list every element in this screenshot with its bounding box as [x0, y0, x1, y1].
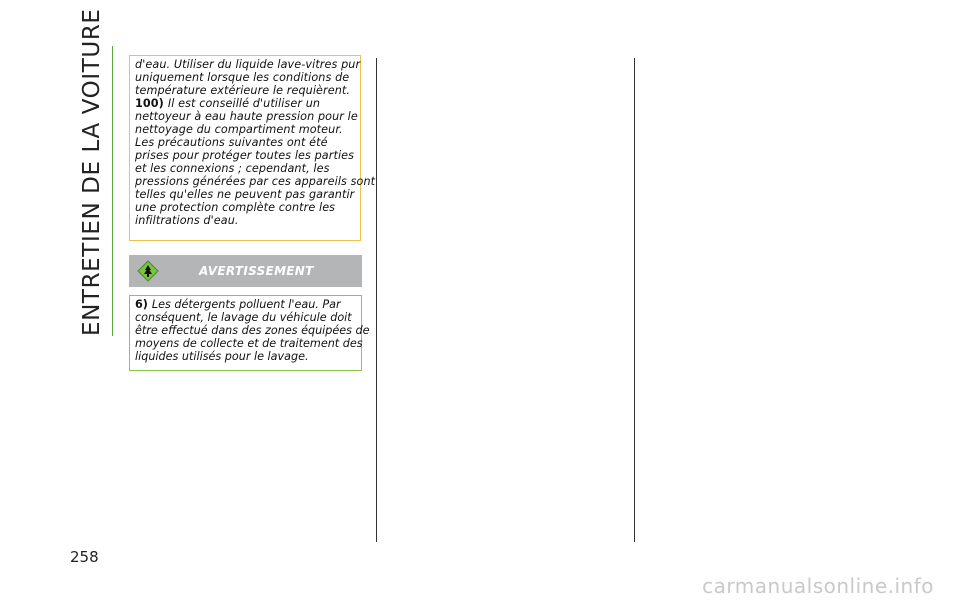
warning-header: [129, 255, 362, 287]
tree-environment-icon: [137, 260, 159, 282]
warning-line: Les détergents polluent l'eau. Par: [151, 298, 341, 311]
note-line: prises pour protéger toutes les parties: [135, 149, 355, 162]
column-divider: [634, 58, 635, 542]
section-title: ENTRETIEN DE LA VOITURE: [79, 8, 105, 336]
warning-item-number: 6): [135, 298, 148, 311]
note-line: et les connexions ; cependant, les: [135, 162, 330, 175]
warning-line: conséquent, le lavage du véhicule doit: [135, 311, 352, 324]
note-line: telles qu'elles ne peuvent pas garantir: [135, 188, 355, 201]
warning-first-line: [135, 298, 356, 311]
warning-line: moyens de collecte et de traitement des: [135, 337, 363, 350]
warning-box: [129, 295, 370, 371]
warning-line: être effectué dans des zones équipées de: [135, 324, 370, 337]
note-line: Il est conseillé d'utiliser un: [167, 97, 321, 110]
note-line: nettoyage du compartiment moteur.: [135, 123, 343, 136]
column-divider: [376, 58, 377, 542]
section-title-rule: [112, 46, 113, 336]
note-line: infiltrations d'eau.: [135, 214, 239, 227]
note-line: pressions générées par ces appareils sont: [135, 175, 376, 188]
page-number: 258: [70, 548, 99, 566]
note-box: [129, 55, 376, 241]
note-line: Les précautions suivantes ont été: [135, 136, 328, 149]
warning-line: liquides utilisés pour le lavage.: [135, 350, 309, 363]
note-line: température extérieure le requièrent.: [135, 84, 351, 97]
watermark[interactable]: carmanualsonline.info: [702, 574, 934, 598]
note-item-number: 100): [135, 97, 164, 110]
warning-title: AVERTISSEMENT: [199, 264, 314, 278]
note-line: nettoyeur à eau haute pression pour le: [135, 110, 358, 123]
note-line: une protection complète contre les: [135, 201, 336, 214]
note-line: uniquement lorsque les conditions de: [135, 71, 350, 84]
note-item-first-line: [135, 97, 355, 110]
note-line: d'eau. Utiliser du liquide lave-vitres pur: [135, 58, 361, 71]
